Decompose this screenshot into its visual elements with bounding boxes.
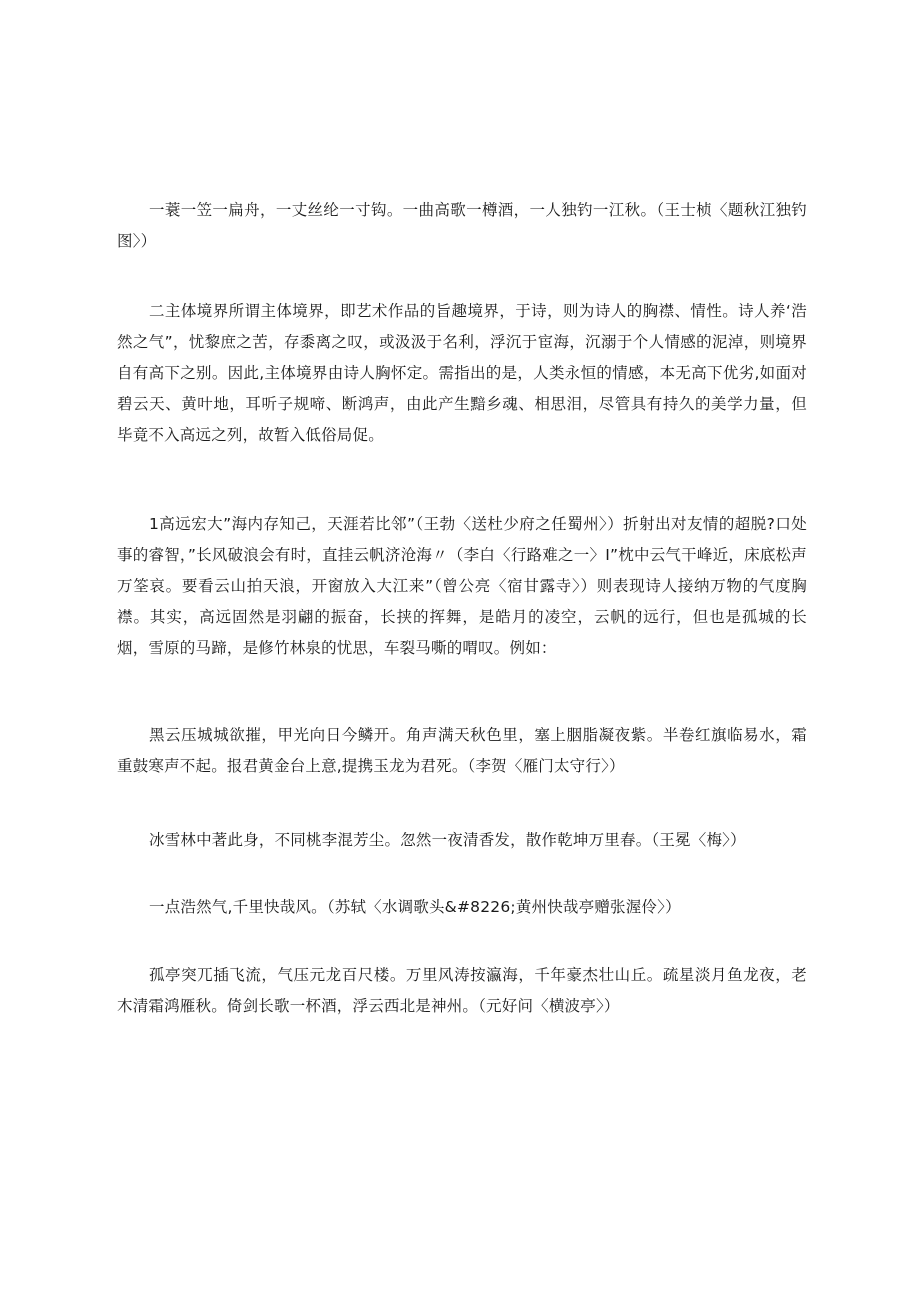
paragraph-poem-kuaizai: 一点浩然气,千里快哉风。（苏轼〈水调歌头&#8226;黄州快哉亭赠张渥伶〉）: [149, 898, 681, 916]
paragraph-poem-plum: 冰雪林中著此身，不同桃李混芳尘。忽然一夜清香发，散作乾坤万里春。（王冕〈梅〉）: [149, 831, 746, 849]
paragraph-poem-autumn-fishing: 一蓑一笠一扁舟，一丈丝纶一寸钩。一曲高歌一樽酒，一人独钓一江秋。（王士桢〈题秋江独钓图〉）: [117, 201, 807, 250]
paragraph-subjective-realm: 二主体境界所谓主体境界，即艺术作品的旨趣境界，于诗，则为诗人的胸襟、情性。诗人养‘浩然之气”，忧黎庶之苦，存黍离之叹，或汲汲于名利，浮沉于宦海，沉溺于个人情感的泥淖，则境界自有高下之别。因此,主体境界由诗人胸怀定。需指出的是，人类永恒的情感，本无高下优劣,如面对碧云天、黄叶地，耳听子规啼、断鸿声，由此产生黯乡魂、相思泪，尽管具有持久的美学力量，但毕竟不入高远之列，故暂入低俗局促。: [117, 302, 807, 444]
paragraph-poem-hengbo: 孤亭突兀插飞流，气压元龙百尺楼。万里风涛按瀛海，千年豪杰壮山丘。疏星淡月鱼龙夜，老木清霜鸿雁秋。倚剑长歌一杯酒，浮云西北是神州。（元好问〈横波亭〉）: [117, 966, 807, 1015]
paragraph-poem-yanmen: 黑云压城城欲摧，甲光向日今鳞开。角声满天秋色里，塞上胭脂凝夜紫。半卷红旗临易水，霜重鼓寒声不起。报君黄金台上意,提携玉龙为君死。（李贺〈雁门太守行〉）: [117, 726, 807, 775]
paragraph-lofty-grand: 1高远宏大”海内存知己，天涯若比邻”（王勃〈送杜少府之任蜀州〉）折射出对友情的超脱?口处事的睿智，”长风破浪会有时，直挂云帆济沧海〃（李白〈行路难之一〉I”枕中云气干峰近，床底松声万筌哀。要看云山拍天浪，开窗放入大江来”（曾公亮〈宿甘露寺〉）则表现诗人接纳万物的气度胸襟。其实，高远固然是羽翩的振奋，长挟的挥舞，是皓月的凌空，云帆的远行，但也是孤城的长烟，雪原的马蹄，是修竹林泉的忧思，车裂马嘶的喟叹。例如：: [117, 515, 807, 657]
